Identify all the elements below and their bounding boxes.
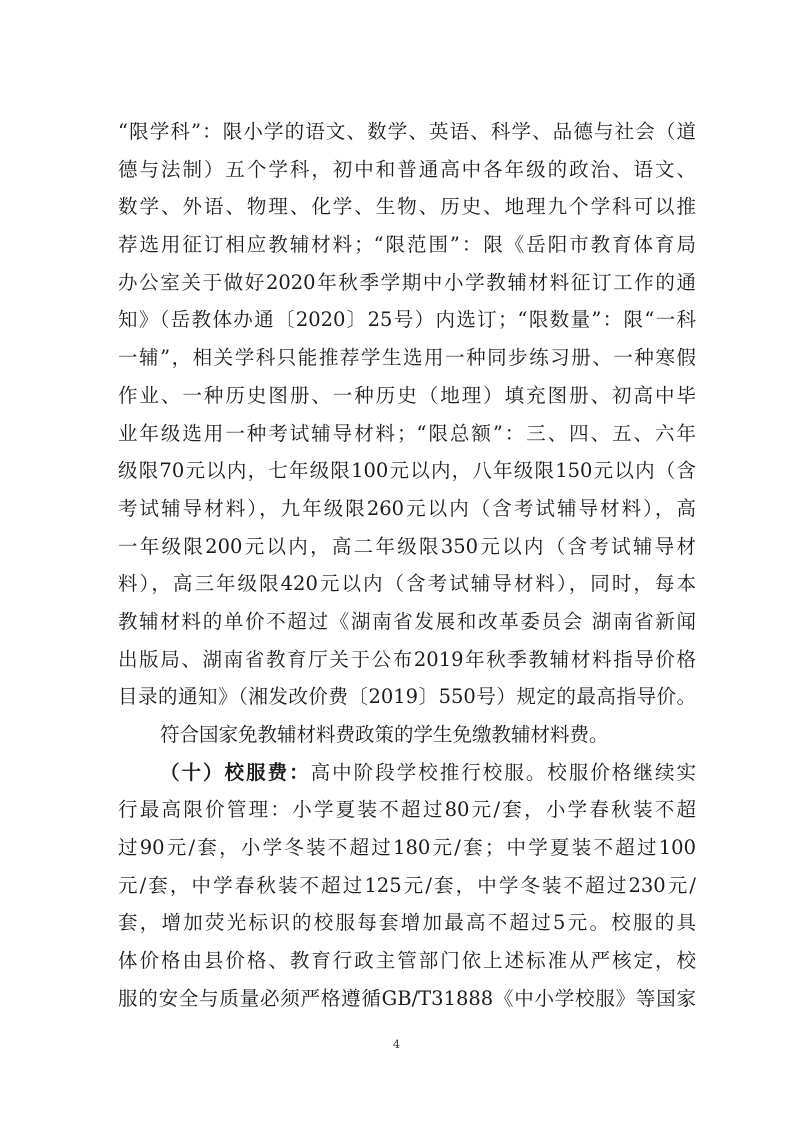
text-line: 业年级选用一种考试辅导材料；“限总额”：三、四、五、六年 xyxy=(118,421,696,445)
text-line: 体价格由县价格、教育行政主管部门依上述标准从严核定，校 xyxy=(118,949,696,973)
text-line: 符合国家免教辅材料费政策的学生免缴教辅材料费。 xyxy=(160,723,609,746)
text-line: 过90元/套，小学冬装不超过180元/套；中学夏装不超过100 xyxy=(118,836,696,860)
text-line: 行最高限价管理：小学夏装不超过80元/套，小学春秋装不超 xyxy=(118,798,696,822)
text-line: 作业、一种历史图册、一种历史（地理）填充图册、初高中毕 xyxy=(118,383,696,407)
text-line: 德与法制）五个学科，初中和普通高中各年级的政治、语文、 xyxy=(118,157,696,181)
text-line: 知》（岳教体办通〔2020〕25号）内选订；“限数量”：限“一科 xyxy=(118,308,696,332)
text-line: 服的安全与质量必须严格遵循GB/T31888《中小学校服》等国家 xyxy=(118,986,696,1010)
text-line: 一辅”，相关学科只能推荐学生选用一种同步练习册、一种寒假 xyxy=(118,346,696,370)
paragraph-textbook-limits xyxy=(118,113,696,716)
body-text xyxy=(118,113,696,1018)
text-line: 套，增加荧光标识的校服每套增加最高不超过5元。校服的具 xyxy=(118,911,696,935)
page-number: 4 xyxy=(393,1038,400,1051)
text-line: 考试辅导材料），九年级限260元以内（含考试辅导材料），高 xyxy=(118,496,696,520)
text-line: 一年级限200元以内，高二年级限350元以内（含考试辅导材 xyxy=(118,534,696,558)
text-line: 出版局、湖南省教育厅关于公布2019年秋季教辅材料指导价格 xyxy=(118,647,696,671)
text-line: 数学、外语、物理、化学、生物、历史、地理九个学科可以推 xyxy=(118,195,696,219)
paragraph-uniform-fee xyxy=(118,754,696,1018)
paragraph-fee-exemption xyxy=(118,716,696,754)
text-line: 级限70元以内，七年级限100元以内，八年级限150元以内（含 xyxy=(118,459,696,483)
text-line: 料），高三年级限420元以内（含考试辅导材料），同时，每本 xyxy=(118,572,696,596)
heading-line-text: 高中阶段学校推行校服。校服价格继续实 xyxy=(310,760,696,784)
text-line: 办公室关于做好2020年秋季学期中小学教辅材料征订工作的通 xyxy=(118,270,696,294)
text-line: 元/套，中学春秋装不超过125元/套，中学冬装不超过230元/ xyxy=(118,873,696,897)
text-line: 荐选用征订相应教辅材料；“限范围”：限《岳阳市教育体育局 xyxy=(118,233,696,257)
text-line: “限学科”：限小学的语文、数学、英语、科学、品德与社会（道 xyxy=(118,120,696,143)
text-line: 目录的通知》（湘发改价费〔2019〕550号）规定的最高指导价。 xyxy=(118,685,696,709)
text-line-with-heading xyxy=(118,754,696,792)
text-line: 教辅材料的单价不超过《湖南省发展和改革委员会 湖南省新闻 xyxy=(118,609,696,633)
section-heading: （十）校服费： xyxy=(160,760,311,784)
